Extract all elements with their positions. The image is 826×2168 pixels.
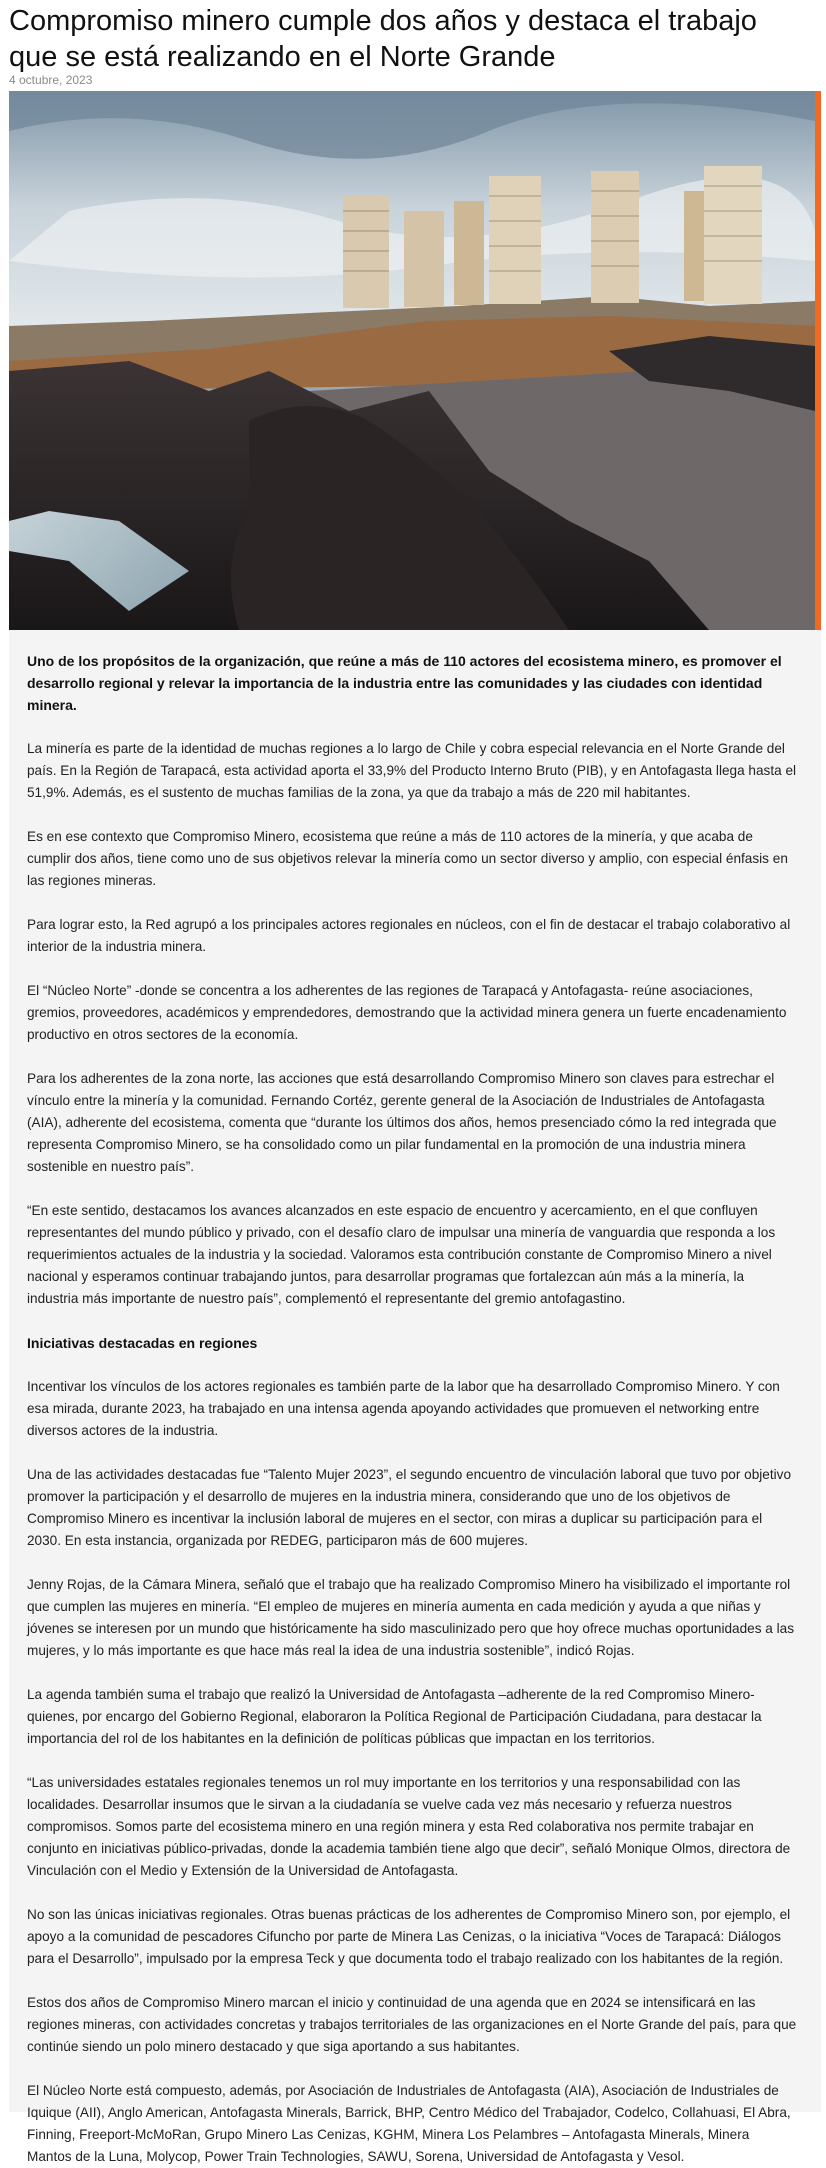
paragraph: Incentivar los vínculos de los actores regionales es también parte de la labor que ha desarrollado Compromiso Minero. Y con esa mirada, durante 2023, ha trabajado en una intensa agenda apoyando actividades que promueven el networking entre diversos actores de la industria. xyxy=(27,1379,780,1438)
paragraph: El Núcleo Norte está compuesto, además, por Asociación de Industriales de Antofagasta (AIA), Asociación de Industriales de Iquique (AII), Anglo American, Antofagasta Minerals, Barrick, BHP, Centro Médico del Trabajador, Codelco, Collahuasi, El Abra, Finning, Freeport-McMoRan, Grupo Minero Las Cenizas, KGHM, Minera Los Pelambres – Antofagasta Minerals, Minera Mantos de la Luna, Molycop, Power Train Technologies, SAWU, Sorena, Universidad de Antofagasta y Vesol. xyxy=(27,2083,791,2164)
hero-image xyxy=(9,91,815,630)
paragraph: El “Núcleo Norte” -donde se concentra a los adherentes de las regiones de Tarapacá y Antofagasta- reúne asociaciones, gremios, proveedores, académicos y emprendedores, demostrando que la actividad minera genera un fuerte encadenamiento productivo en otros sectores de la economía. xyxy=(27,983,787,1042)
paragraph: No son las únicas iniciativas regionales. Otras buenas prácticas de los adherentes de Compromiso Minero son, por ejemplo, el apoyo a la comunidad de pescadores Cifuncho por parte de Minera Las Cenizas, o la iniciativa “Voces de Tarapacá: Diálogos para el Desarrollo”, impulsado por la empresa Teck y que documenta todo el trabajo realizado con los habitantes de la región. xyxy=(27,1907,791,1966)
paragraph: Jenny Rojas, de la Cámara Minera, señaló que el trabajo que ha realizado Compromiso Minero ha visibilizado el importante rol que cumplen las mujeres en minería. “El empleo de mujeres en minería aumenta en cada medición y ayuda a que niñas y jóvenes se interesen por un mundo que históricamente ha sido masculinizado pero que hoy ofrece muchas oportunidades a las mujeres, y lo más importante es que hace más real la idea de una industria sostenible”, indicó Rojas. xyxy=(27,1577,795,1658)
accent-bar xyxy=(815,91,821,630)
paragraph: La minería es parte de la identidad de muchas regiones a lo largo de Chile y cobra especial relevancia en el Norte Grande del país. En la Región de Tarapacá, esta actividad aporta el 33,9% del Producto Interno Bruto (PIB), y en Antofagasta llega hasta el 51,9%. Además, es el sustento de muchas familias de la zona, ya que da trabajo a más de 220 mil habitantes. xyxy=(27,741,797,800)
paragraph: “En este sentido, destacamos los avances alcanzados en este espacio de encuentro y acercamiento, en el que confluyen representantes del mundo público y privado, con el desafío claro de impulsar una minería de vanguardia que responda a los requerimientos actuales de la industria y la sociedad. Valoramos esta contribución constante de Compromiso Minero a nivel nacional y esperamos continuar trabajando juntos, para desarrollar programas que fortalezcan aún más a la minería, la industria más importante de nuestro país”, complementó el representante del gremio antofagastino. xyxy=(27,1203,776,1306)
paragraph: La agenda también suma el trabajo que realizó la Universidad de Antofagasta –adherente de la red Compromiso Minero- quienes, por encargo del Gobierno Regional, elaboraron la Política Regional de Participación Ciudadana, para destacar la importancia del rol de los habitantes en la definición de políticas públicas que impactan en los territorios. xyxy=(27,1687,762,1746)
paragraph: “Las universidades estatales regionales tenemos un rol muy importante en los territorios y una responsabilidad con las localidades. Desarrollar insumos que le sirvan a la ciudadanía se vuelve cada vez más necesario y refuerza nuestros compromisos. Somos parte del ecosistema minero en una región minera y esta Red colaborativa nos permite trabajar en conjunto en iniciativas público-privadas, donde la academia también tiene algo que decir”, señaló Monique Olmos, directora de Vinculación con el Medio y Extensión de la Universidad de Antofagasta. xyxy=(27,1775,791,1878)
paragraph: Para los adherentes de la zona norte, las acciones que está desarrollando Compromiso Minero son claves para estrechar el vínculo entre la minería y la comunidad. Fernando Cortéz, gerente general de la Asociación de Industriales de Antofagasta (AIA), adherente del ecosistema, comenta que “durante los últimos dos años, hemos presenciado cómo la red integrada que representa Compromiso Minero, se ha consolidado como un pilar fundamental en la promoción de una industria minera sostenible en nuestro país”. xyxy=(27,1071,777,1174)
article-body xyxy=(9,630,821,2164)
paragraph: Estos dos años de Compromiso Minero marcan el inicio y continuidad de una agenda que en 2024 se intensificará en las regiones mineras, con actividades concretas y trabajos territoriales de las organizaciones en el Norte Grande del país, para que continúe siendo un polo minero destacado y que siga aportando a sus habitantes. xyxy=(27,1995,797,2054)
article-date: 4 octubre, 2023 xyxy=(9,73,93,87)
paragraph: Para lograr esto, la Red agrupó a los principales actores regionales en núcleos, con el fin de destacar el trabajo colaborativo al interior de la industria minera. xyxy=(27,917,791,954)
section-heading: Iniciativas destacadas en regiones xyxy=(27,1335,258,1351)
paragraph: Es en ese contexto que Compromiso Minero, ecosistema que reúne a más de 110 actores de la minería, y que acaba de cumplir dos años, tiene como uno de sus objetivos relevar la minería como un sector diverso y amplio, con especial énfasis en las regiones mineras. xyxy=(27,829,788,888)
coastal-city-photo xyxy=(9,91,815,630)
article-lead: Uno de los propósitos de la organización, que reúne a más de 110 actores del ecosistema minero, es promover el desarrollo regional y relevar la importancia de la industria entre las comunidades y las ciudades con identidad minera. xyxy=(27,653,782,713)
paragraph: Una de las actividades destacadas fue “Talento Mujer 2023”, el segundo encuentro de vinculación laboral que tuvo por objetivo promover la participación y el desarrollo de mujeres en la industria minera, considerando que uno de los objetivos de Compromiso Minero es incentivar la inclusión laboral de mujeres en el sector, con miras a duplicar su participación para el 2030. En esta instancia, organizada por REDEG, participaron más de 600 mujeres. xyxy=(27,1467,792,1548)
article-title: Compromiso minero cumple dos años y destaca el trabajo que se está realizando en el Norte Grande xyxy=(9,5,757,73)
